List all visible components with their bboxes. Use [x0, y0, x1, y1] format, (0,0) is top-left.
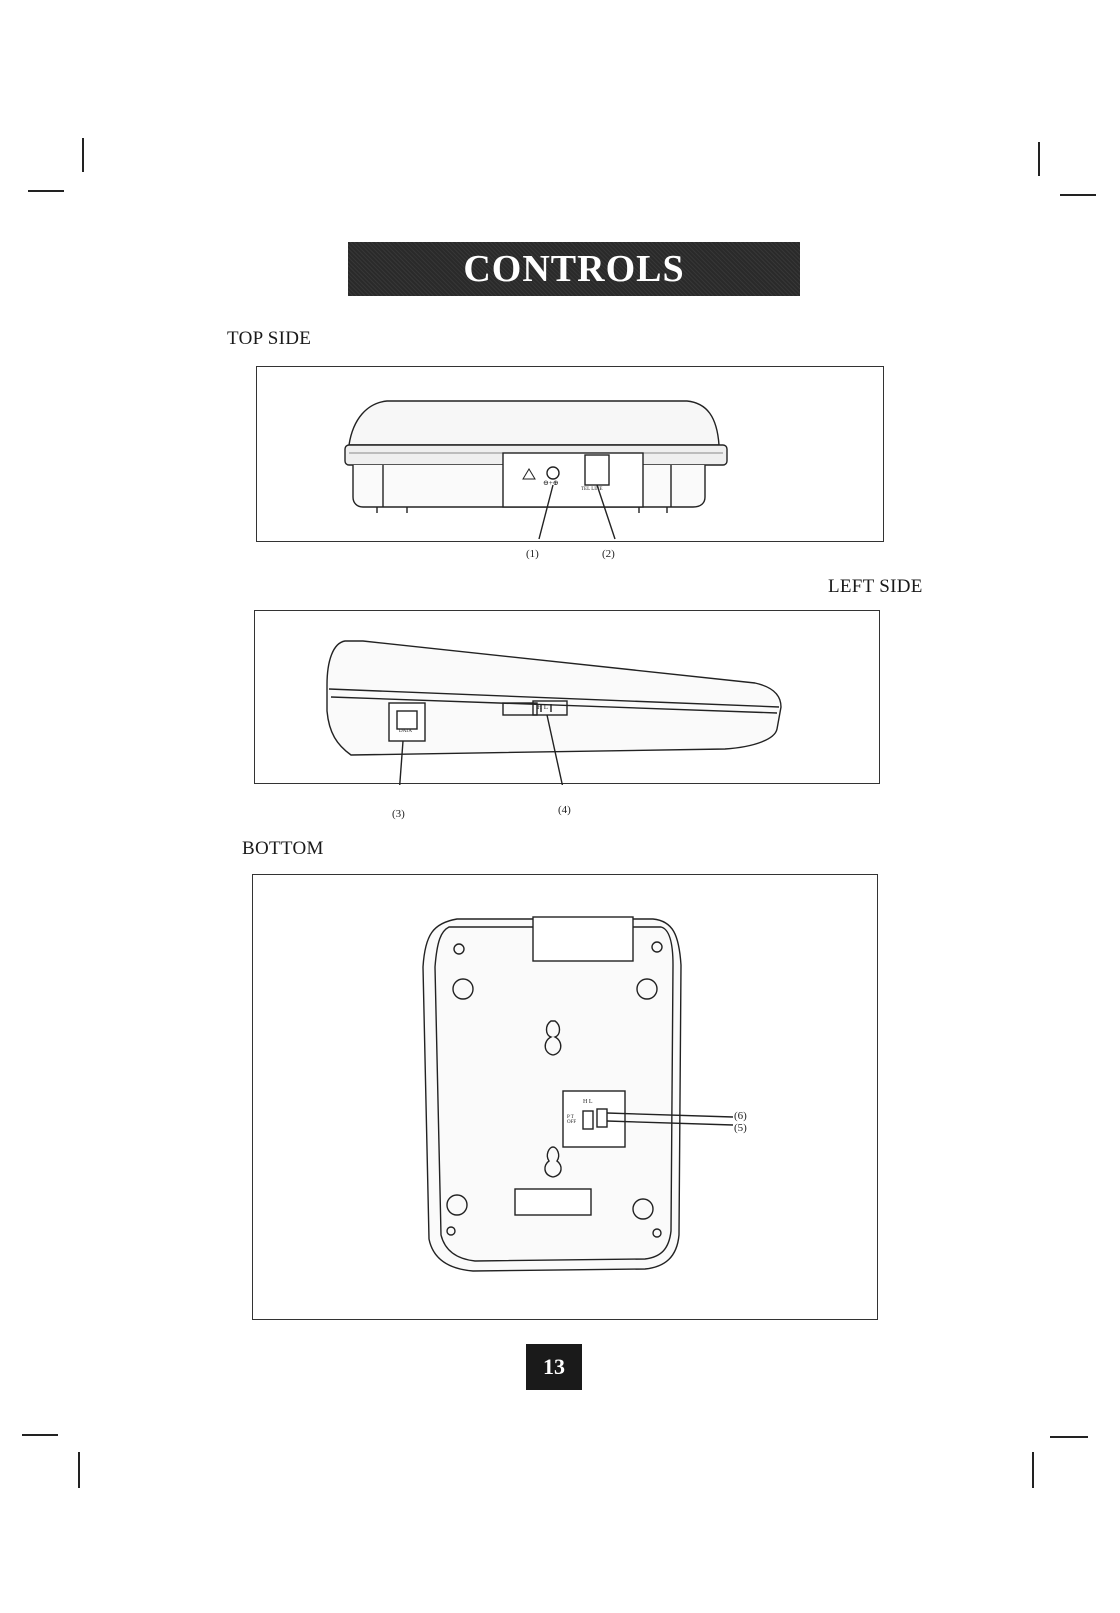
callout-4: (4) [558, 804, 571, 816]
bottom-figure [252, 874, 878, 1320]
bottom-switch-side-label: P T OFF [567, 1115, 577, 1125]
dc-jack-symbol: ⊖+⊕ [543, 479, 559, 487]
callout-5: (5) [734, 1122, 747, 1134]
page-title: CONTROLS [463, 248, 685, 290]
crop-mark [78, 1452, 80, 1488]
callout-3: (3) [392, 808, 405, 820]
callout-6: (6) [734, 1110, 747, 1122]
crop-mark [1032, 1452, 1034, 1488]
data-jack-label: DATA [399, 729, 412, 734]
crop-mark [22, 1434, 58, 1436]
ringer-switch-label: H L [537, 703, 549, 711]
tel-line-jack-label: TEL LINE [581, 487, 603, 492]
page-title-banner [348, 242, 800, 296]
phone-bottom-view-drawing [253, 875, 879, 1321]
page-number: 13 [526, 1344, 582, 1390]
phone-top-view-drawing [257, 367, 885, 543]
bottom-switch-top-label: H L [583, 1099, 593, 1105]
crop-mark [1060, 194, 1096, 196]
crop-mark [1038, 142, 1040, 176]
bottom-label: BOTTOM [242, 838, 324, 859]
crop-mark [28, 190, 64, 192]
left-side-label: LEFT SIDE [828, 576, 923, 597]
top-side-label: TOP SIDE [227, 328, 312, 349]
left-side-figure [254, 610, 880, 784]
crop-mark [1050, 1436, 1088, 1438]
top-side-figure [256, 366, 884, 542]
phone-left-view-drawing [255, 611, 881, 785]
callout-2: (2) [602, 548, 615, 560]
crop-mark [82, 138, 84, 172]
callout-1: (1) [526, 548, 539, 560]
